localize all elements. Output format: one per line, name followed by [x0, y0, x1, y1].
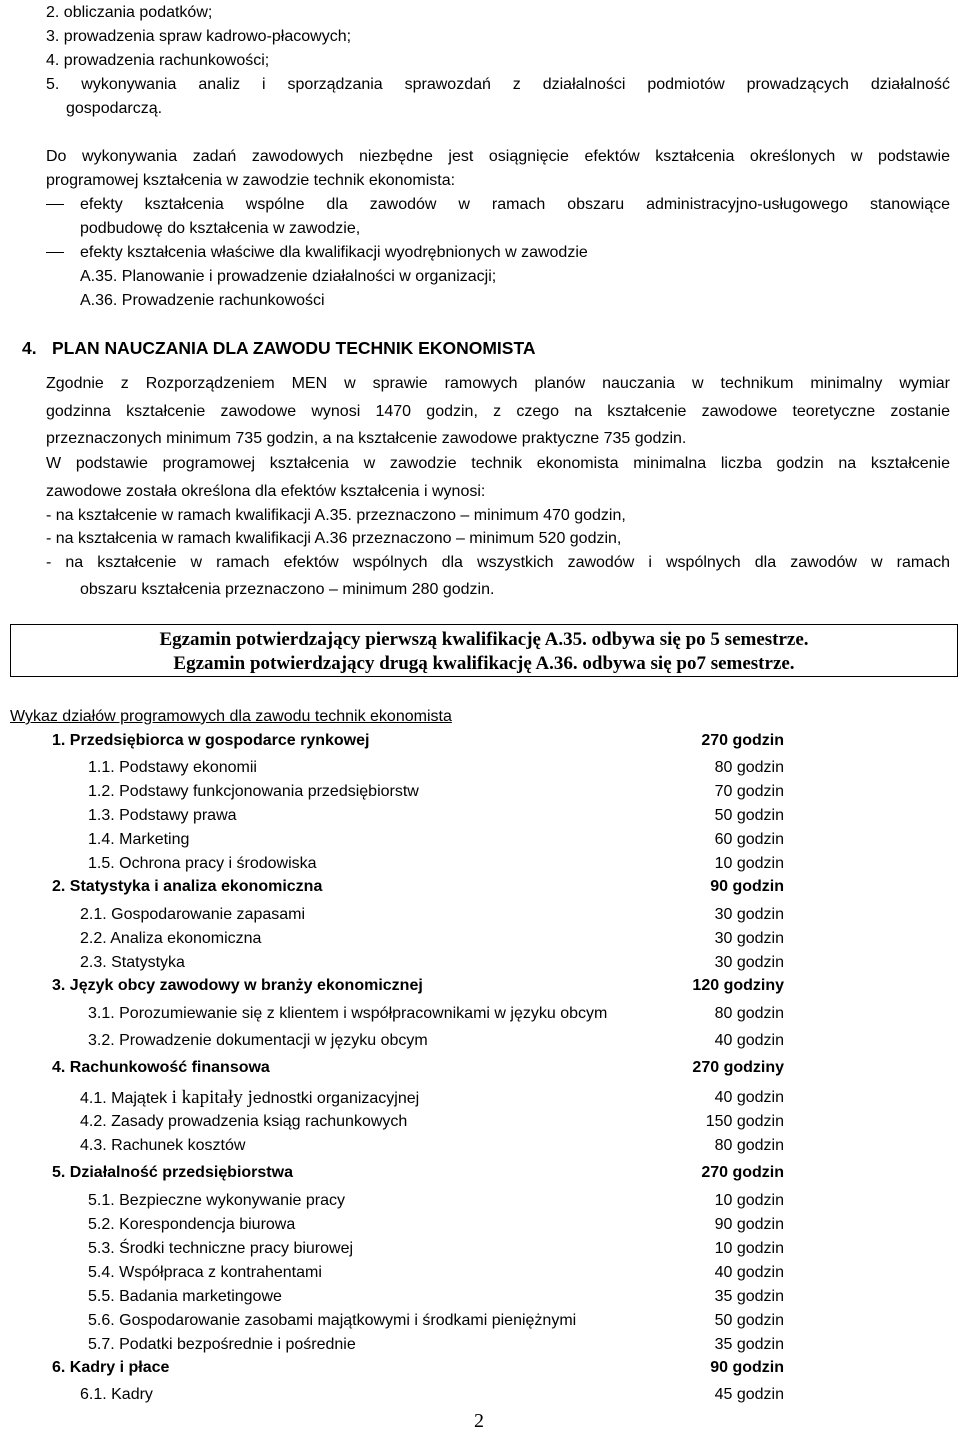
page-number: 2 [474, 1410, 484, 1432]
list-item-5: 5. wykonywania analiz i sporządzania sprawozdań z działalności podmiotów prowadzących działalność [46, 76, 950, 93]
exam-line-1: Egzamin potwierdzający pierwszą kwalifikację A.35. odbywa się po 5 semestrze. [159, 629, 809, 650]
wykaz-title: Wykaz działów programowych dla zawodu technik ekonomista [10, 708, 452, 725]
section-1-label: 1. Przedsiębiorca w gospodarce rynkowej [52, 732, 370, 749]
section-4-hours: 270 godziny [692, 1059, 784, 1076]
subsection-hours: 35 godzin [714, 1336, 784, 1353]
hours-item-2: - na kształcenia w ramach kwalifikacji A.36 przeznaczono – minimum 520 godzin, [46, 530, 622, 547]
subsection-hours: 40 godzin [714, 1264, 784, 1281]
section-4-label: 4. Rachunkowość finansowa [52, 1059, 270, 1076]
bullet2-line-3: A.36. Prowadzenie rachunkowości [80, 292, 325, 309]
dash-bullet [46, 204, 64, 205]
section-3-hours: 120 godziny [692, 977, 784, 994]
subsection-label [80, 1088, 419, 1109]
hours-item-3: - na kształcenie w ramach efektów wspólnych dla wszystkich zawodów i wspólnych dla zawodów w ramach [46, 554, 950, 571]
section-5-label: 5. Działalność przedsiębiorstwa [52, 1164, 293, 1181]
subsection-hours: 35 godzin [714, 1288, 784, 1305]
subsection-hours: 10 godzin [714, 1240, 784, 1257]
list-item-5-cont: gospodarczą. [66, 100, 163, 117]
section-1-hours: 270 godzin [701, 732, 784, 749]
subsection-label: 4.2. Zasady prowadzenia ksiąg rachunkowych [80, 1113, 408, 1130]
subsection-hours: 70 godzin [714, 783, 784, 800]
subsection-label: 5.4. Współpraca z kontrahentami [88, 1264, 322, 1281]
p1-line-1: Zgodnie z Rozporządzeniem MEN w sprawie ramowych planów nauczania w technikum minimalny wymiar [46, 375, 950, 392]
hours-item-1: - na kształcenie w ramach kwalifikacji A.35. przeznaczono – minimum 470 godzin, [46, 507, 626, 524]
subsection-hours: 80 godzin [714, 1005, 784, 1022]
subsection-hours: 10 godzin [714, 855, 784, 872]
section-2-hours: 90 godzin [710, 878, 784, 895]
subsection-label: 5.5. Badania marketingowe [88, 1288, 282, 1305]
subsection-hours: 50 godzin [714, 807, 784, 824]
subsection-hours: 50 godzin [714, 1312, 784, 1329]
subsection-hours: 80 godzin [714, 759, 784, 776]
subsection-label-serif-part: i kapitały j [171, 1087, 253, 1108]
subsection-label: 1.4. Marketing [88, 831, 190, 848]
subsection-label: 5.2. Korespondencja biurowa [88, 1216, 296, 1233]
subsection-hours: 90 godzin [714, 1216, 784, 1233]
section-2-label: 2. Statystyka i analiza ekonomiczna [52, 878, 323, 895]
exam-box [10, 624, 958, 677]
bullet1-line-2: podbudowę do kształcenia w zawodzie, [80, 220, 361, 237]
section-5-hours: 270 godzin [701, 1164, 784, 1181]
subsection-label-part: 4.1. Majątek [80, 1090, 172, 1107]
subsection-hours: 10 godzin [714, 1192, 784, 1209]
p2-line-2: zawodowe została określona dla efektów kształcenia i wynosi: [46, 483, 486, 500]
p1-line-2: godzinna kształcenie zawodowe wynosi 1470 godzin, z czego na kształcenie zawodowe teoretyczne zostanie [46, 403, 950, 420]
subsection-label: 1.5. Ochrona pracy i środowiska [88, 855, 317, 872]
subsection-label: 2.1. Gospodarowanie zapasami [80, 906, 306, 923]
section-number: 4. [22, 338, 37, 358]
subsection-label: 3.2. Prowadzenie dokumentacji w języku obcym [88, 1032, 428, 1049]
subsection-label: 5.3. Środki techniczne pracy biurowej [88, 1240, 354, 1257]
bullet2-line-1: efekty kształcenia właściwe dla kwalifikacji wyodrębnionych w zawodzie [80, 244, 588, 261]
bullet2-line-2: A.35. Planowanie i prowadzenie działalności w organizacji; [80, 268, 497, 285]
list-item-4: 4. prowadzenia rachunkowości; [46, 52, 270, 69]
subsection-label-part: ednostki organizacyjnej [252, 1090, 420, 1107]
section-6-hours: 90 godzin [710, 1359, 784, 1376]
subsection-label: 5.1. Bezpieczne wykonywanie pracy [88, 1192, 346, 1209]
subsection-label: 1.1. Podstawy ekonomii [88, 759, 257, 776]
subsection-label: 3.1. Porozumiewanie się z klientem i współpracownikami w języku obcym [88, 1005, 608, 1022]
section-3-label: 3. Język obcy zawodowy w branży ekonomicznej [52, 977, 423, 994]
p1-line-3: przeznaczonych minimum 735 godzin, a na kształcenie zawodowe praktyczne 735 godzin. [46, 430, 687, 447]
intro-line-2: programowej kształcenia w zawodzie technik ekonomista: [46, 172, 456, 189]
subsection-label: 2.2. Analiza ekonomiczna [80, 930, 262, 947]
dash-bullet [46, 252, 64, 253]
p2-line-1: W podstawie programowej kształcenia w zawodzie technik ekonomista minimalna liczba godzin na kształcenie [46, 455, 950, 472]
intro-line-1: Do wykonywania zadań zawodowych niezbędne jest osiągnięcie efektów kształcenia określonych w podstawie [46, 148, 950, 165]
section-title: PLAN NAUCZANIA DLA ZAWODU TECHNIK EKONOMISTA [52, 338, 536, 358]
subsection-label: 2.3. Statystyka [80, 954, 185, 971]
subsection-label: 5.7. Podatki bezpośrednie i pośrednie [88, 1336, 356, 1353]
list-item-3: 3. prowadzenia spraw kadrowo-płacowych; [46, 28, 352, 45]
subsection-hours: 80 godzin [714, 1137, 784, 1154]
subsection-label: 6.1. Kadry [80, 1386, 153, 1403]
list-item-2: 2. obliczania podatków; [46, 4, 213, 21]
subsection-label: 1.2. Podstawy funkcjonowania przedsiębiorstw [88, 783, 419, 800]
subsection-label: 1.3. Podstawy prawa [88, 807, 237, 824]
bullet1-line-1: efekty kształcenia wspólne dla zawodów w ramach obszaru administracyjno-usługowego stanowiące [80, 196, 950, 213]
hours-item-3-cont: obszaru kształcenia przeznaczono – minimum 280 godzin. [80, 581, 495, 598]
subsection-hours: 150 godzin [705, 1113, 784, 1130]
section-6-label: 6. Kadry i płace [52, 1359, 170, 1376]
subsection-label: 4.3. Rachunek kosztów [80, 1137, 246, 1154]
subsection-label: 5.6. Gospodarowanie zasobami majątkowymi i środkami pieniężnymi [88, 1312, 577, 1329]
subsection-hours: 30 godzin [714, 906, 784, 923]
subsection-hours: 40 godzin [714, 1089, 784, 1106]
subsection-hours: 30 godzin [714, 954, 784, 971]
subsection-hours: 45 godzin [714, 1386, 784, 1403]
subsection-hours: 30 godzin [714, 930, 784, 947]
exam-line-2: Egzamin potwierdzający drugą kwalifikację A.36. odbywa się po7 semestrze. [173, 653, 795, 674]
subsection-hours: 60 godzin [714, 831, 784, 848]
subsection-hours: 40 godzin [714, 1032, 784, 1049]
